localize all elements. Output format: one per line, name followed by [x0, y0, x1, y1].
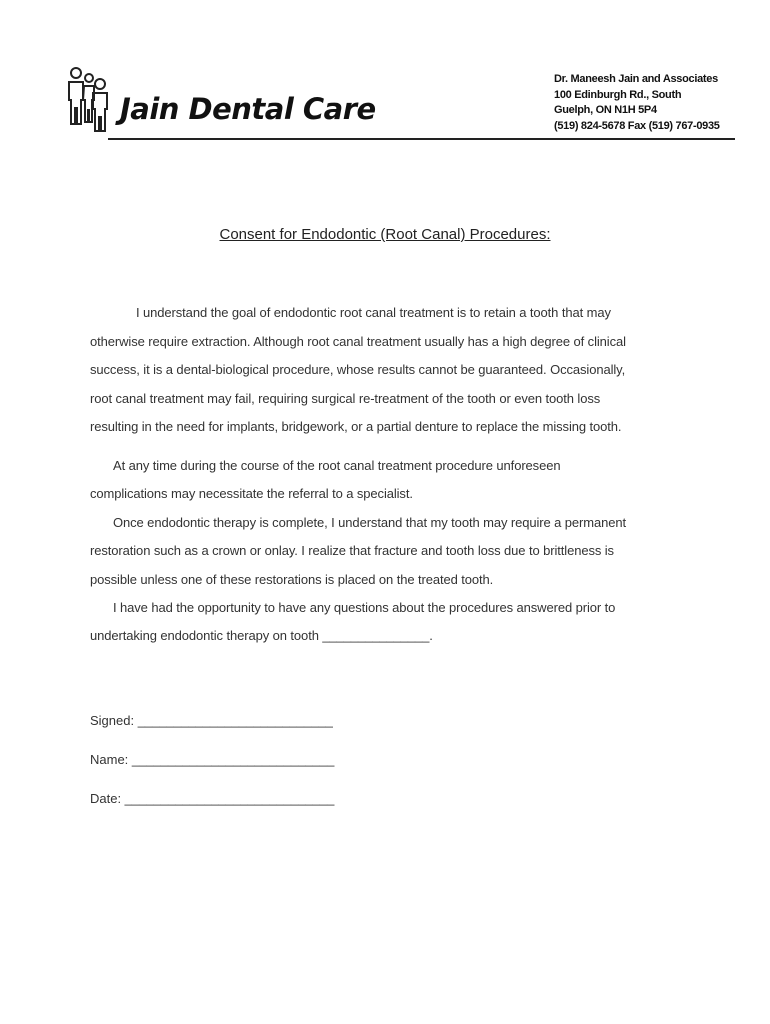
name-field[interactable]: Name: ____________________________ — [90, 752, 335, 767]
body-line: root canal treatment may fail, requiring surgical re-treatment of the tooth or even tooth loss — [90, 391, 601, 406]
city-postal: Guelph, ON N1H 5P4 — [554, 104, 657, 116]
document-title: Consent for Endodontic (Root Canal) Procedures: — [219, 226, 551, 243]
phone-fax: (519) 824-5678 Fax (519) 767-0935 — [554, 119, 720, 132]
tooth-number-line[interactable]: undertaking endodontic therapy on tooth _______________. — [90, 628, 433, 643]
body-line: I have had the opportunity to have any questions about the procedures answered prior to — [113, 600, 616, 615]
practice-name: Dr. Maneesh Jain and Associates — [554, 73, 718, 85]
street-address: 100 Edinburgh Rd., South — [554, 88, 682, 101]
family-logo-icon — [64, 64, 112, 144]
brand-name: Jain Dental Care — [120, 92, 376, 126]
body-line: otherwise require extraction. Although root canal treatment usually has a high degree of clinical — [90, 334, 626, 349]
body-line: possible unless one of these restorations is placed on the treated tooth. — [90, 572, 494, 587]
body-line: I understand the goal of endodontic root canal treatment is to retain a tooth that may — [136, 305, 611, 320]
body-line: At any time during the course of the root canal treatment procedure unforeseen — [113, 458, 561, 473]
signed-field[interactable]: Signed: ___________________________ — [90, 713, 333, 728]
body-line: Once endodontic therapy is complete, I understand that my tooth may require a permanent — [113, 515, 627, 530]
body-line: complications may necessitate the referral to a specialist. — [90, 486, 413, 501]
body-line: resulting in the need for implants, bridgework, or a partial denture to replace the missing tooth. — [90, 419, 622, 434]
date-field[interactable]: Date: _____________________________ — [90, 791, 335, 806]
practice-address — [554, 72, 720, 134]
header-divider — [108, 138, 735, 140]
body-line: success, it is a dental-biological procedure, whose results cannot be guaranteed. Occasionally, — [90, 362, 626, 377]
body-line: restoration such as a crown or onlay. I realize that fracture and tooth loss due to brittleness is — [90, 543, 614, 558]
